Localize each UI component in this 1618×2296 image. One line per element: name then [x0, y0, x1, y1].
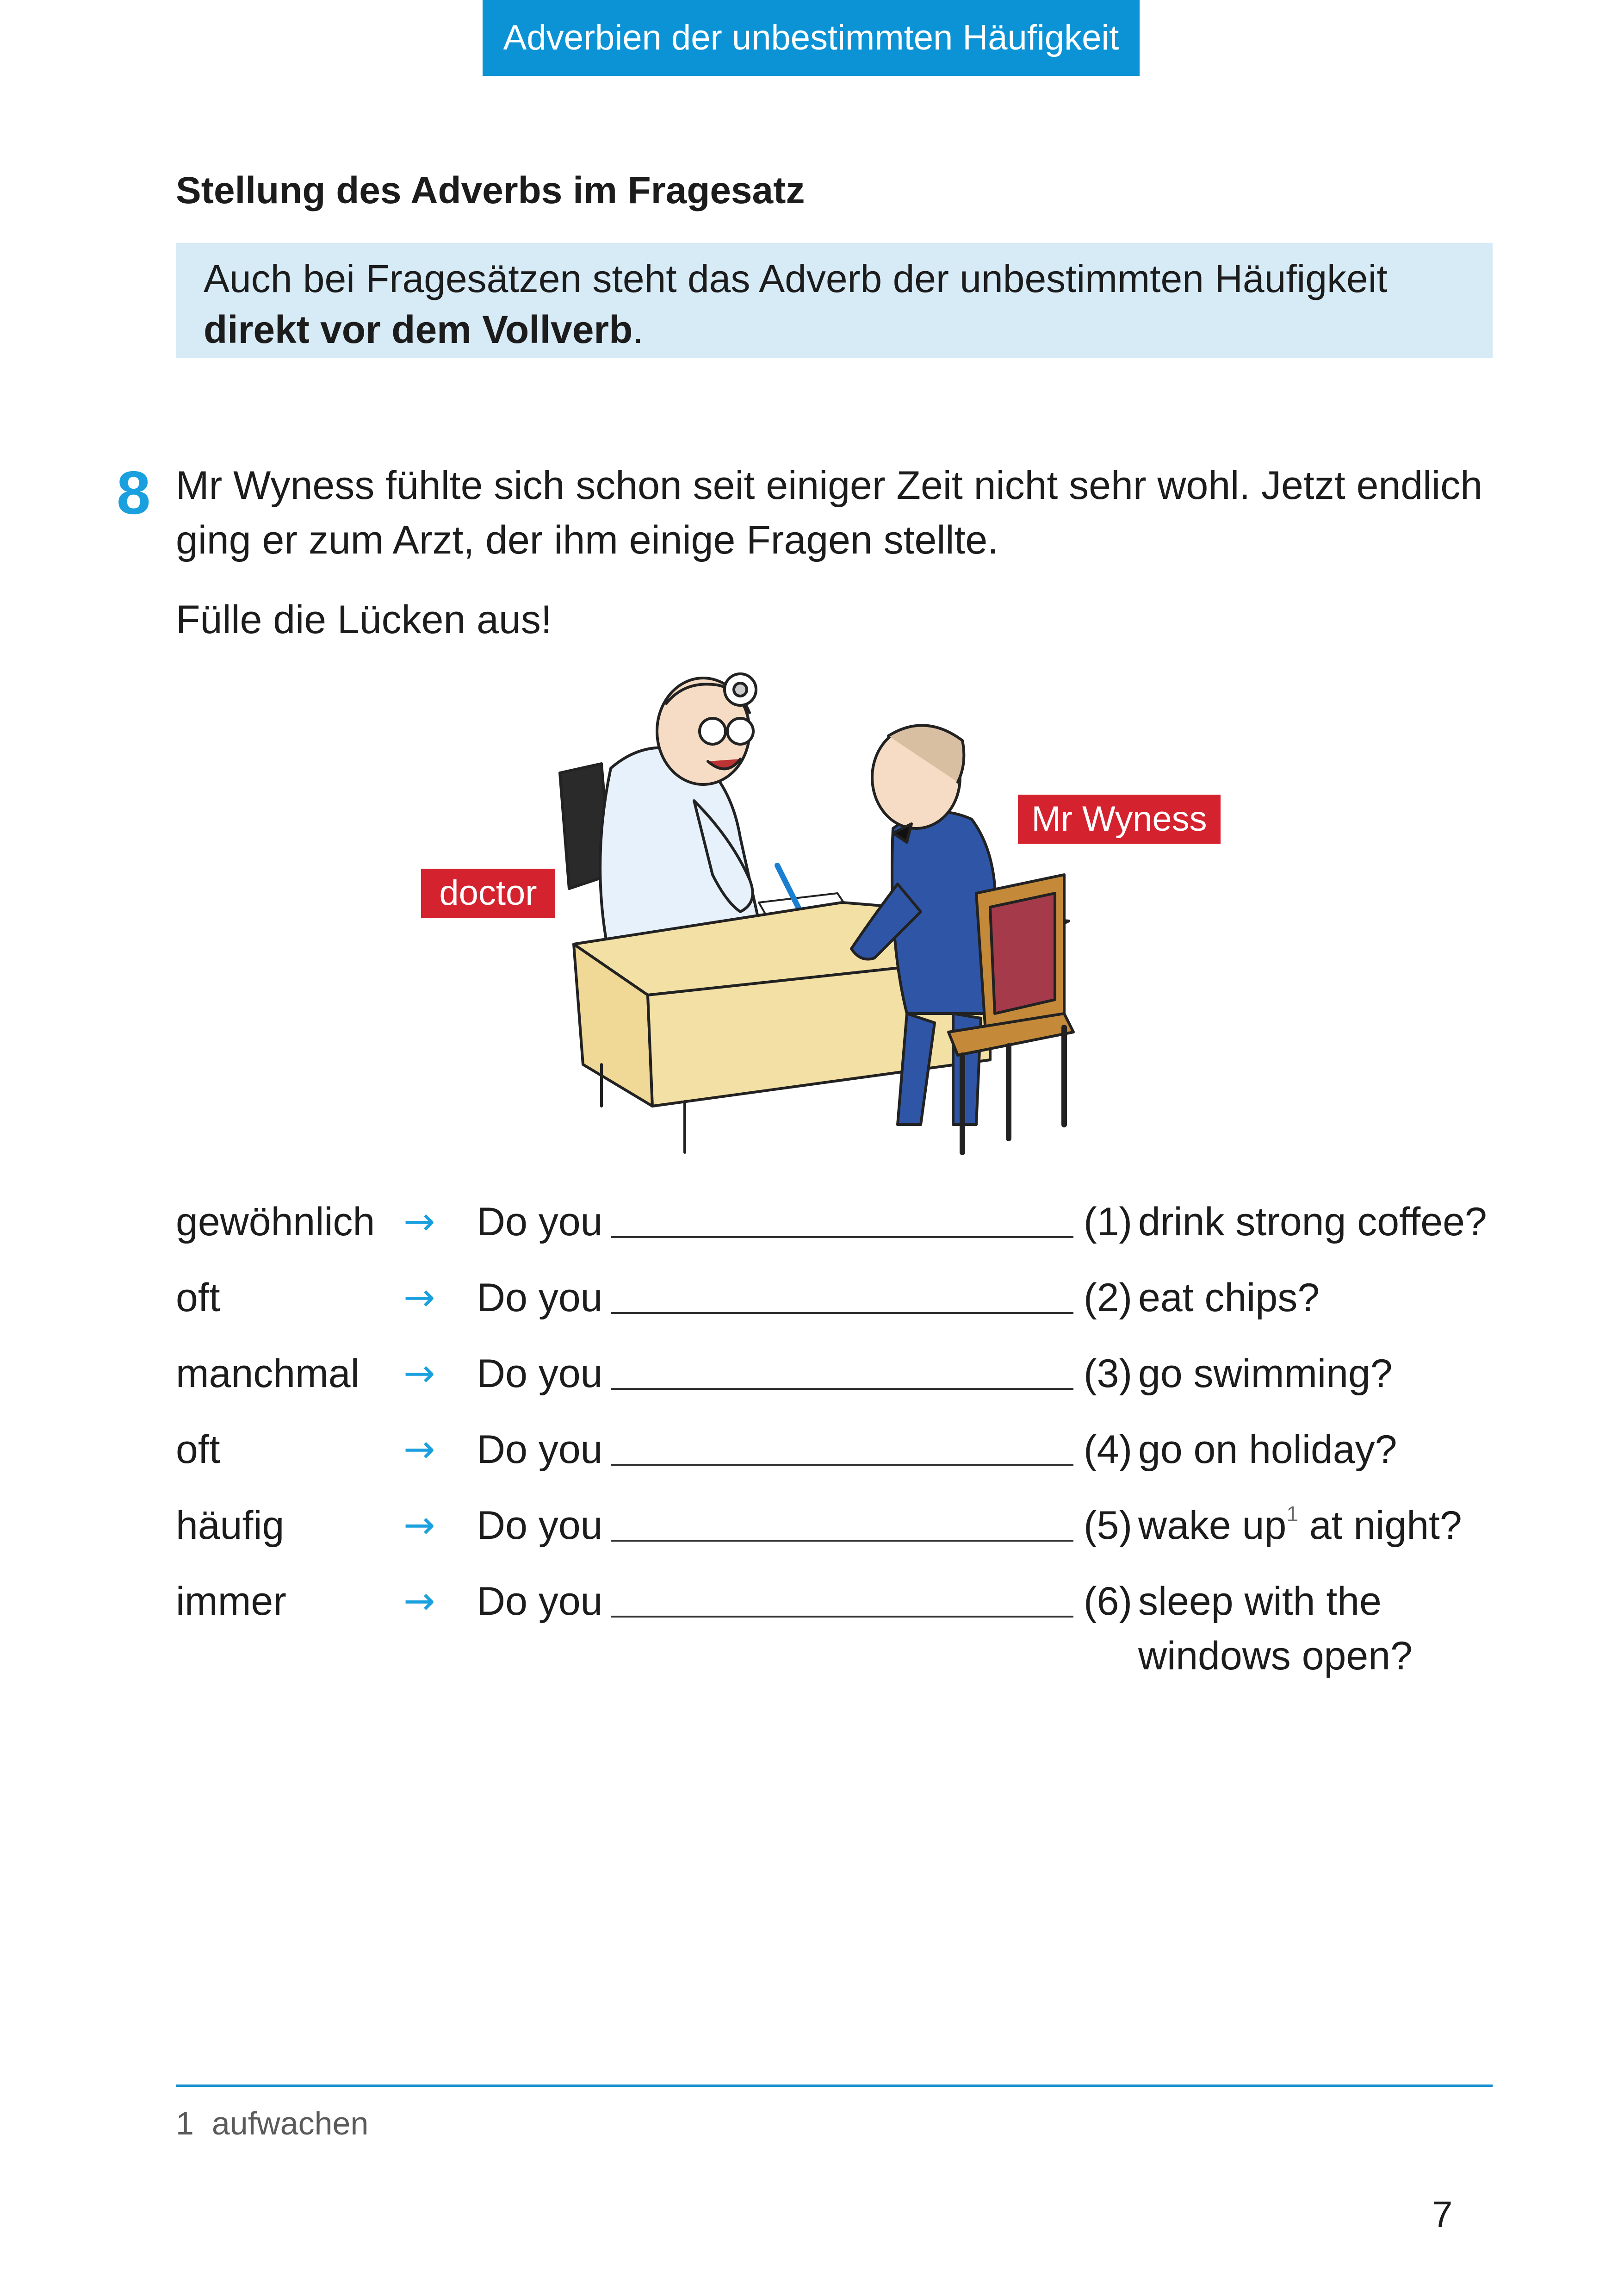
arrow-right-icon: → — [403, 1427, 435, 1471]
continuation-part-a: wake up — [1138, 1503, 1287, 1548]
patient-label-text: Mr Wyness — [1031, 799, 1207, 839]
adverb: manchmal — [176, 1351, 360, 1396]
item-number: (1) — [1084, 1200, 1133, 1244]
item-number: (3) — [1084, 1351, 1133, 1396]
exercise-item — [0, 1495, 1618, 1556]
arrow-right-icon: → — [403, 1200, 435, 1244]
answer-blank[interactable] — [611, 1616, 1073, 1618]
question-continuation-line2: windows open? — [1138, 1634, 1413, 1678]
question-continuation: go on holiday? — [1138, 1427, 1397, 1472]
question-continuation: eat chips? — [1138, 1276, 1320, 1320]
footnote-divider — [176, 2084, 1493, 2087]
exercise-item — [0, 1344, 1618, 1404]
question-lead: Do you — [477, 1427, 603, 1472]
section-title: Stellung des Adverbs im Fragesatz — [176, 169, 805, 212]
footnote-ref: 1 — [1286, 1502, 1298, 1526]
doctor-label — [421, 869, 555, 918]
exercise-item — [0, 1192, 1618, 1252]
topic-header-tab: Adverbien der unbestimmten Häufigkeit — [483, 0, 1140, 76]
question-lead: Do you — [477, 1351, 603, 1396]
item-number: (4) — [1084, 1427, 1133, 1472]
doctor-label-text: doctor — [439, 873, 537, 913]
exercise-item — [0, 1419, 1618, 1480]
arrow-right-icon: → — [403, 1579, 435, 1623]
rule-end: . — [632, 308, 644, 351]
exercise-item — [0, 1571, 1618, 1678]
question-lead: Do you — [477, 1276, 603, 1320]
question-continuation — [1138, 1495, 1462, 1556]
patient-label — [1018, 795, 1221, 844]
question-continuation: go swimming? — [1138, 1351, 1393, 1396]
answer-blank[interactable] — [611, 1312, 1073, 1314]
doctor-patient-illustration — [407, 662, 1231, 1157]
rule-bold-text: direkt vor dem Vollverb — [204, 308, 633, 351]
page-number: 7 — [1432, 2194, 1453, 2235]
item-number: (5) — [1084, 1503, 1133, 1548]
item-number: (6) — [1084, 1579, 1133, 1624]
rule-box — [176, 243, 1493, 358]
exercise-number: 8 — [117, 459, 151, 527]
adverb: häufig — [176, 1503, 285, 1548]
exercise-prompt: Fülle die Lücken aus! — [176, 597, 552, 642]
adverb: oft — [176, 1427, 220, 1472]
footnote: 1 aufwachen — [176, 2105, 369, 2141]
question-continuation: drink strong coffee? — [1138, 1200, 1487, 1244]
arrow-right-icon: → — [403, 1503, 435, 1547]
continuation-part-b: at night? — [1298, 1503, 1462, 1548]
question-lead: Do you — [477, 1503, 603, 1548]
rule-text: Auch bei Fragesätzen steht das Adverb der unbestimmten Häufigkeit — [204, 257, 1388, 300]
answer-blank[interactable] — [611, 1236, 1073, 1238]
exercise-item — [0, 1268, 1618, 1328]
adverb: oft — [176, 1276, 220, 1320]
answer-blank[interactable] — [611, 1388, 1073, 1390]
question-lead: Do you — [477, 1579, 603, 1624]
answer-blank[interactable] — [611, 1464, 1073, 1466]
arrow-right-icon: → — [403, 1351, 435, 1395]
adverb: gewöhnlich — [176, 1200, 375, 1244]
answer-blank[interactable] — [611, 1540, 1073, 1542]
arrow-right-icon: → — [403, 1276, 435, 1319]
item-number: (2) — [1084, 1276, 1133, 1320]
exercise-instruction: Mr Wyness fühlte sich schon seit einiger Zeit nicht sehr wohl. Jetzt endlich ging er zum Arzt, der ihm einige Fragen stellte. — [176, 463, 1483, 562]
adverb: immer — [176, 1579, 286, 1624]
question-lead: Do you — [477, 1200, 603, 1244]
question-continuation: sleep with the — [1138, 1579, 1382, 1624]
